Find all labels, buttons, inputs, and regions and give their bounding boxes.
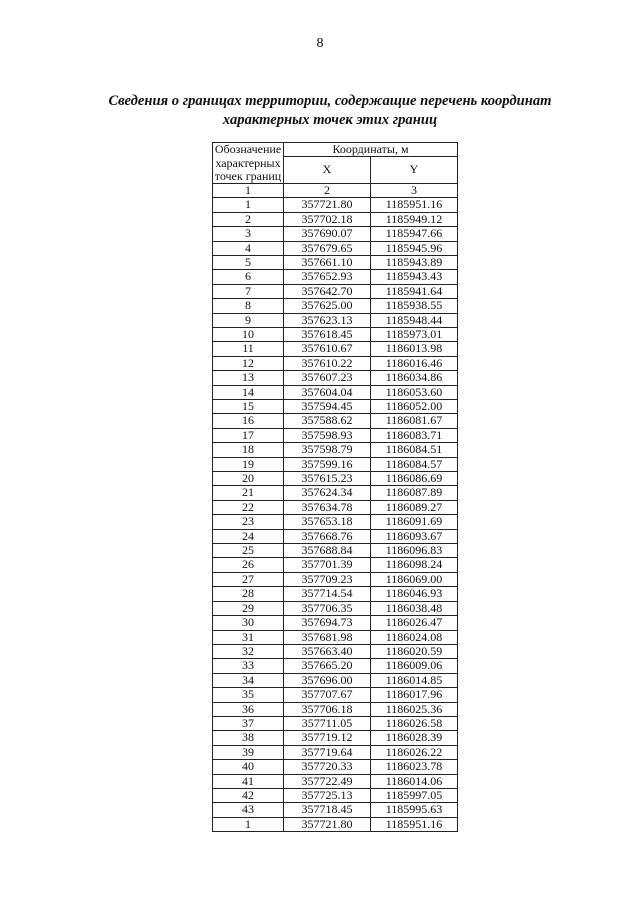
designation-header-1: Обозначение [213, 143, 284, 157]
table-row [213, 788, 458, 802]
x-coordinate-cell: 357719.12 [284, 731, 371, 745]
table-row [213, 356, 458, 370]
y-coordinate-cell: 1186093.67 [371, 529, 458, 543]
document-heading [60, 92, 600, 130]
point-number-cell: 23 [213, 515, 284, 529]
point-number-cell: 10 [213, 327, 284, 341]
table-row [213, 630, 458, 644]
y-coordinate-cell: 1186014.85 [371, 673, 458, 687]
x-coordinate-cell: 357690.07 [284, 227, 371, 241]
table-row [213, 241, 458, 255]
y-coordinate-cell: 1186083.71 [371, 428, 458, 442]
y-coordinate-cell: 1186052.00 [371, 400, 458, 414]
y-coordinate-cell: 1186084.51 [371, 443, 458, 457]
point-number-cell: 20 [213, 472, 284, 486]
point-number-cell: 36 [213, 702, 284, 716]
y-coordinate-cell: 1186086.69 [371, 472, 458, 486]
y-coordinate-cell: 1186026.47 [371, 616, 458, 630]
point-number-cell: 27 [213, 572, 284, 586]
table-row [213, 255, 458, 269]
designation-header-line-3: точек границ [214, 168, 282, 183]
point-number-cell: 33 [213, 659, 284, 673]
table-row [213, 688, 458, 702]
y-coordinate-cell: 1186081.67 [371, 414, 458, 428]
designation-header-2 [213, 157, 284, 184]
x-coordinate-cell: 357598.79 [284, 443, 371, 457]
column-number-3: 3 [371, 183, 458, 197]
x-coordinate-cell: 357725.13 [284, 788, 371, 802]
y-coordinate-cell: 1185943.43 [371, 270, 458, 284]
x-coordinate-cell: 357624.34 [284, 486, 371, 500]
table-row [213, 472, 458, 486]
x-coordinate-cell: 357599.16 [284, 457, 371, 471]
table-row [213, 644, 458, 658]
table-row [213, 572, 458, 586]
table-row [213, 760, 458, 774]
y-coordinate-cell: 1186023.78 [371, 760, 458, 774]
point-number-cell: 13 [213, 371, 284, 385]
x-coordinate-cell: 357721.80 [284, 198, 371, 212]
table-row [213, 745, 458, 759]
x-coordinate-cell: 357598.93 [284, 428, 371, 442]
x-coordinate-cell: 357702.18 [284, 212, 371, 226]
table-row [213, 400, 458, 414]
table-row [213, 371, 458, 385]
y-coordinate-cell: 1186028.39 [371, 731, 458, 745]
x-coordinate-cell: 357610.67 [284, 342, 371, 356]
table-row [213, 486, 458, 500]
table-row [213, 587, 458, 601]
point-number-cell: 1 [213, 198, 284, 212]
x-coordinate-cell: 357642.70 [284, 284, 371, 298]
x-coordinate-cell: 357634.78 [284, 500, 371, 514]
coordinates-table [212, 142, 458, 832]
table-row [213, 702, 458, 716]
point-number-cell: 38 [213, 731, 284, 745]
y-coordinate-cell: 1186026.22 [371, 745, 458, 759]
y-header: Y [371, 157, 458, 184]
x-coordinate-cell: 357706.18 [284, 702, 371, 716]
column-number-2: 2 [284, 183, 371, 197]
y-coordinate-cell: 1186024.08 [371, 630, 458, 644]
point-number-cell: 34 [213, 673, 284, 687]
column-number-1: 1 [213, 183, 284, 197]
x-coordinate-cell: 357681.98 [284, 630, 371, 644]
y-coordinate-cell: 1185997.05 [371, 788, 458, 802]
table-row [213, 515, 458, 529]
page-number: 8 [316, 36, 324, 51]
y-coordinate-cell: 1186046.93 [371, 587, 458, 601]
table-row [213, 500, 458, 514]
y-coordinate-cell: 1185945.96 [371, 241, 458, 255]
table-row [213, 428, 458, 442]
y-coordinate-cell: 1185948.44 [371, 313, 458, 327]
point-number-cell: 5 [213, 255, 284, 269]
table-row [213, 731, 458, 745]
x-coordinate-cell: 357623.13 [284, 313, 371, 327]
y-coordinate-cell: 1186053.60 [371, 385, 458, 399]
y-coordinate-cell: 1186009.06 [371, 659, 458, 673]
table-row [213, 774, 458, 788]
y-coordinate-cell: 1186013.98 [371, 342, 458, 356]
point-number-cell: 6 [213, 270, 284, 284]
y-coordinate-cell: 1185938.55 [371, 299, 458, 313]
y-coordinate-cell: 1185951.16 [371, 198, 458, 212]
table-row [213, 716, 458, 730]
point-number-cell: 31 [213, 630, 284, 644]
point-number-cell: 24 [213, 529, 284, 543]
y-coordinate-cell: 1185941.64 [371, 284, 458, 298]
x-coordinate-cell: 357714.54 [284, 587, 371, 601]
x-header: X [284, 157, 371, 184]
table-row [213, 817, 458, 831]
point-number-cell: 32 [213, 644, 284, 658]
point-number-cell: 30 [213, 616, 284, 630]
point-number-cell: 11 [213, 342, 284, 356]
table-row [213, 313, 458, 327]
x-coordinate-cell: 357719.64 [284, 745, 371, 759]
y-coordinate-cell: 1186020.59 [371, 644, 458, 658]
x-coordinate-cell: 357588.62 [284, 414, 371, 428]
y-coordinate-cell: 1186091.69 [371, 515, 458, 529]
point-number-cell: 8 [213, 299, 284, 313]
table-row [213, 673, 458, 687]
y-coordinate-cell: 1186089.27 [371, 500, 458, 514]
y-coordinate-cell: 1186084.57 [371, 457, 458, 471]
table-row [213, 198, 458, 212]
y-coordinate-cell: 1186087.89 [371, 486, 458, 500]
y-coordinate-cell: 1186014.06 [371, 774, 458, 788]
x-coordinate-cell: 357607.23 [284, 371, 371, 385]
point-number-cell: 9 [213, 313, 284, 327]
point-number-cell: 17 [213, 428, 284, 442]
y-coordinate-cell: 1185973.01 [371, 327, 458, 341]
heading-line-1: Сведения о границах территории, содержащие перечень координат [108, 93, 552, 109]
table-row [213, 529, 458, 543]
x-coordinate-cell: 357720.33 [284, 760, 371, 774]
y-coordinate-cell: 1186069.00 [371, 572, 458, 586]
x-coordinate-cell: 357688.84 [284, 544, 371, 558]
y-coordinate-cell: 1186025.36 [371, 702, 458, 716]
y-coordinate-cell: 1186096.83 [371, 544, 458, 558]
table-row [213, 327, 458, 341]
x-coordinate-cell: 357625.00 [284, 299, 371, 313]
table-row [213, 414, 458, 428]
table-row [213, 659, 458, 673]
x-coordinate-cell: 357718.45 [284, 803, 371, 817]
x-coordinate-cell: 357653.18 [284, 515, 371, 529]
table-row [213, 457, 458, 471]
x-coordinate-cell: 357594.45 [284, 400, 371, 414]
table-row [213, 227, 458, 241]
x-coordinate-cell: 357604.04 [284, 385, 371, 399]
table-row [213, 803, 458, 817]
table-row [213, 544, 458, 558]
y-coordinate-cell: 1185947.66 [371, 227, 458, 241]
table-row [213, 212, 458, 226]
x-coordinate-cell: 357707.67 [284, 688, 371, 702]
point-number-cell: 40 [213, 760, 284, 774]
point-number-cell: 28 [213, 587, 284, 601]
x-coordinate-cell: 357665.20 [284, 659, 371, 673]
x-coordinate-cell: 357711.05 [284, 716, 371, 730]
x-coordinate-cell: 357706.35 [284, 601, 371, 615]
heading-line-2: характерных точек этих границ [222, 112, 438, 128]
point-number-cell: 12 [213, 356, 284, 370]
table-row [213, 558, 458, 572]
x-coordinate-cell: 357694.73 [284, 616, 371, 630]
x-coordinate-cell: 357610.22 [284, 356, 371, 370]
x-coordinate-cell: 357663.40 [284, 644, 371, 658]
table-row [213, 601, 458, 615]
x-coordinate-cell: 357615.23 [284, 472, 371, 486]
point-number-cell: 15 [213, 400, 284, 414]
x-coordinate-cell: 357618.45 [284, 327, 371, 341]
point-number-cell: 1 [213, 817, 284, 831]
table-row [213, 284, 458, 298]
y-coordinate-cell: 1186034.86 [371, 371, 458, 385]
coordinates-header: Координаты, м [284, 143, 458, 157]
x-coordinate-cell: 357679.65 [284, 241, 371, 255]
designation-header-line-2: характерных [215, 156, 281, 170]
y-coordinate-cell: 1186017.96 [371, 688, 458, 702]
x-coordinate-cell: 357722.49 [284, 774, 371, 788]
point-number-cell: 41 [213, 774, 284, 788]
point-number-cell: 22 [213, 500, 284, 514]
point-number-cell: 42 [213, 788, 284, 802]
point-number-cell: 26 [213, 558, 284, 572]
table-row [213, 443, 458, 457]
point-number-cell: 43 [213, 803, 284, 817]
y-coordinate-cell: 1186098.24 [371, 558, 458, 572]
table-row [213, 270, 458, 284]
point-number-cell: 21 [213, 486, 284, 500]
point-number-cell: 4 [213, 241, 284, 255]
point-number-cell: 29 [213, 601, 284, 615]
y-coordinate-cell: 1185949.12 [371, 212, 458, 226]
point-number-cell: 16 [213, 414, 284, 428]
point-number-cell: 19 [213, 457, 284, 471]
x-coordinate-cell: 357652.93 [284, 270, 371, 284]
table-row [213, 299, 458, 313]
point-number-cell: 39 [213, 745, 284, 759]
x-coordinate-cell: 357668.76 [284, 529, 371, 543]
point-number-cell: 18 [213, 443, 284, 457]
table-row [213, 342, 458, 356]
point-number-cell: 7 [213, 284, 284, 298]
point-number-cell: 14 [213, 385, 284, 399]
x-coordinate-cell: 357696.00 [284, 673, 371, 687]
y-coordinate-cell: 1186038.48 [371, 601, 458, 615]
x-coordinate-cell: 357709.23 [284, 572, 371, 586]
table-row [213, 385, 458, 399]
y-coordinate-cell: 1186026.58 [371, 716, 458, 730]
y-coordinate-cell: 1185943.89 [371, 255, 458, 269]
x-coordinate-cell: 357701.39 [284, 558, 371, 572]
point-number-cell: 3 [213, 227, 284, 241]
table-row [213, 616, 458, 630]
point-number-cell: 35 [213, 688, 284, 702]
y-coordinate-cell: 1185951.16 [371, 817, 458, 831]
x-coordinate-cell: 357661.10 [284, 255, 371, 269]
point-number-cell: 2 [213, 212, 284, 226]
point-number-cell: 25 [213, 544, 284, 558]
point-number-cell: 37 [213, 716, 284, 730]
x-coordinate-cell: 357721.80 [284, 817, 371, 831]
y-coordinate-cell: 1186016.46 [371, 356, 458, 370]
y-coordinate-cell: 1185995.63 [371, 803, 458, 817]
